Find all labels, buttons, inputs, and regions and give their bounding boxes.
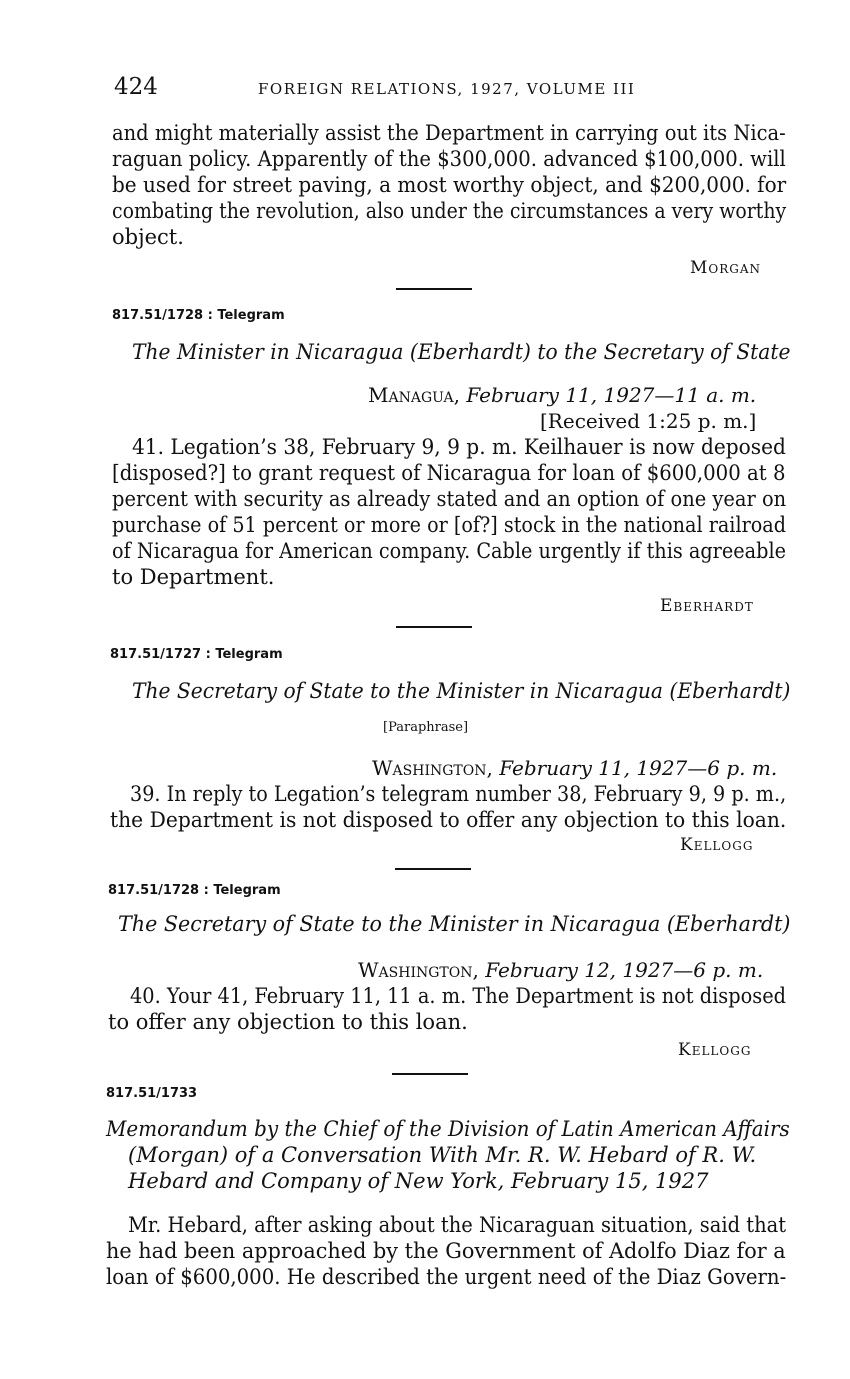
divider-rule	[392, 1073, 468, 1075]
body-line: loan of $600,000. He described the urgent need of the Diaz Govern-	[106, 1265, 787, 1289]
document-title: The Minister in Nicaragua (Eberhardt) to the Secretary of State	[132, 340, 791, 364]
body-line: percent with security as already stated and an option of one year on	[112, 487, 787, 511]
body-line: of Nicaragua for American company. Cable urgently if this agreeable	[112, 539, 787, 563]
file-reference: 817.51/1728 : Telegram	[108, 883, 281, 898]
body-line: the Department is not disposed to offer any objection to this loan.	[110, 808, 787, 832]
body-line: 40. Your 41, February 11, 11 a. m. The Department is not disposed	[130, 984, 787, 1008]
dateline	[372, 756, 777, 780]
body-line: raguan policy. Apparently of the $300,000. advanced $100,000. will	[112, 147, 786, 171]
page-number: 424	[114, 74, 158, 100]
divider-rule	[396, 626, 472, 628]
signature: Kellogg	[680, 835, 754, 855]
dateline-place: Washington,	[358, 958, 479, 982]
memorandum-title: Memorandum by the Chief of the Division of Latin American Affairs	[106, 1117, 790, 1141]
running-title: FOREIGN RELATIONS, 1927, VOLUME III	[258, 80, 636, 98]
file-reference: 817.51/1733	[106, 1086, 198, 1101]
dateline-date: February 11, 1927—11 a. m.	[466, 383, 757, 407]
dateline-place: Managua,	[368, 383, 460, 407]
memorandum-title: (Morgan) of a Conversation With Mr. R. W. Hebard of R. W.	[128, 1143, 757, 1167]
body-line: 39. In reply to Legation’s telegram number 38, February 9, 9 p. m.,	[130, 782, 787, 806]
body-line: object.	[112, 225, 184, 249]
divider-rule	[396, 288, 472, 290]
dateline	[368, 383, 756, 407]
signature: Morgan	[690, 258, 762, 278]
body-line: [disposed?] to grant request of Nicaragua for loan of $600,000 at 8	[112, 461, 786, 485]
signature: Eberhardt	[660, 596, 754, 616]
file-reference: 817.51/1728 : Telegram	[112, 308, 285, 323]
body-line: to Department.	[112, 565, 275, 589]
body-line: to offer any objection to this loan.	[108, 1010, 468, 1034]
dateline-date: February 11, 1927—6 p. m.	[499, 756, 778, 780]
body-line: 41. Legation’s 38, February 9, 9 p. m. Keilhauer is now deposed	[132, 435, 786, 459]
document-title: The Secretary of State to the Minister in Nicaragua (Eberhardt)	[118, 912, 791, 936]
memorandum-title: Hebard and Company of New York, February 15, 1927	[128, 1169, 709, 1193]
dateline-date: February 12, 1927—6 p. m.	[485, 958, 764, 982]
body-line: Mr. Hebard, after asking about the Nicaraguan situation, said that	[128, 1213, 787, 1237]
dateline	[358, 958, 763, 982]
body-line: purchase of 51 percent or more or [of?] stock in the national railroad	[112, 513, 787, 537]
divider-rule	[395, 868, 471, 870]
signature: Kellogg	[678, 1040, 752, 1060]
body-line: and might materially assist the Department in carrying out its Nica-	[112, 121, 786, 145]
received-note: [Received 1:25 p. m.]	[540, 409, 757, 433]
document-title: The Secretary of State to the Minister in Nicaragua (Eberhardt)	[132, 679, 791, 703]
paraphrase-label: [Paraphrase]	[383, 720, 469, 735]
dateline-place: Washington,	[372, 756, 493, 780]
file-reference: 817.51/1727 : Telegram	[110, 647, 283, 662]
body-line: be used for street paving, a most worthy object, and $200,000. for	[112, 173, 787, 197]
body-line: combating the revolution, also under the circumstances a very worthy	[112, 199, 787, 223]
body-line: he had been approached by the Government of Adolfo Diaz for a	[106, 1239, 786, 1263]
